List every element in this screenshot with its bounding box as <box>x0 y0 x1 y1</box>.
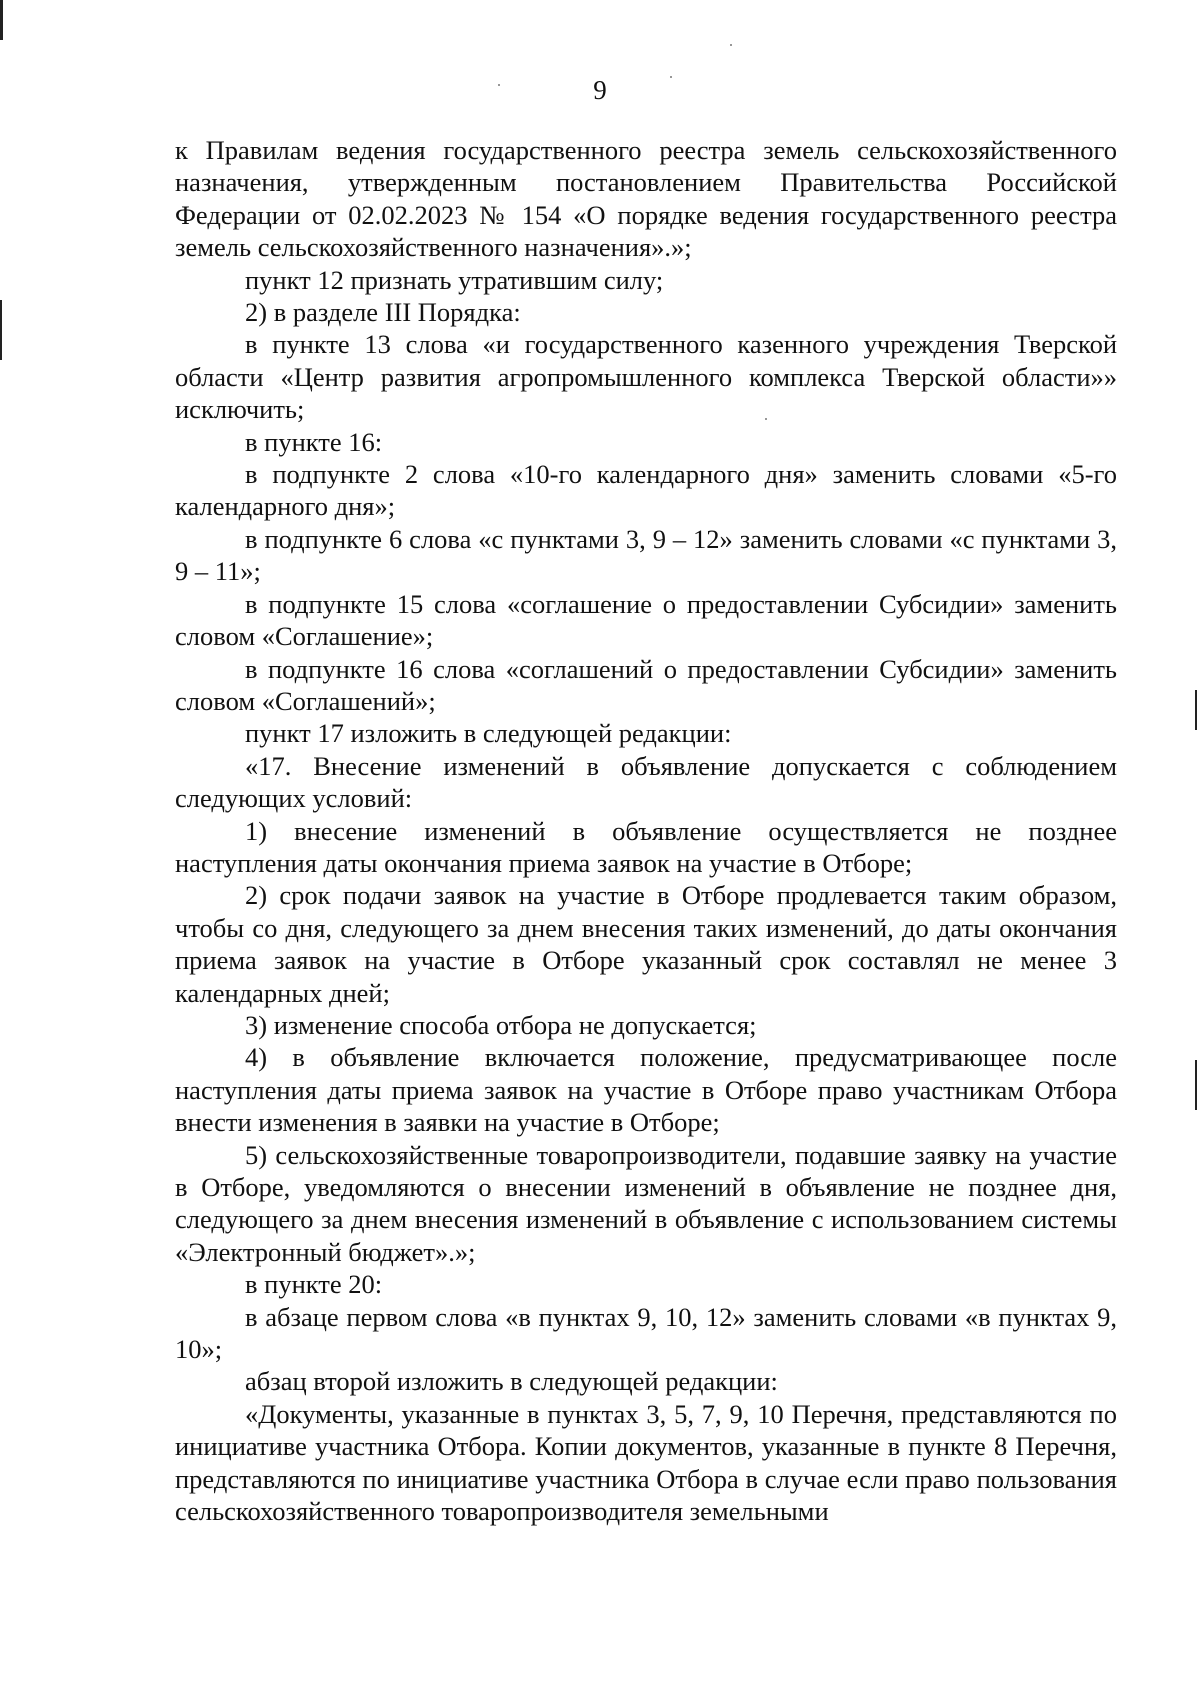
scan-edge-mark <box>1195 690 1197 730</box>
document-body <box>175 134 1117 1527</box>
paragraph: 2) срок подачи заявок на участие в Отборе продлевается таким образом, чтобы со дня, следующего за днем внесения таких изменений, до даты окончания приема заявок на участие в Отборе указанный срок составлял не менее 3 календарных дней; <box>175 880 1117 1008</box>
paragraph: 5) сельскохозяйственные товаропроизводители, подавшие заявку на участие в Отборе, уведомляются о внесении изменений в объявление не позднее дня, следующего за днем внесения изменений в объявление с использованием системы «Электронный бюджет».»; <box>175 1139 1117 1267</box>
paragraph: 1) внесение изменений в объявление осуществляется не позднее наступления даты окончания приема заявок на участие в Отборе; <box>175 815 1117 878</box>
paragraph: абзац второй изложить в следующей редакции: <box>245 1366 778 1397</box>
scan-dust <box>730 44 732 46</box>
paragraph: «Документы, указанные в пунктах 3, 5, 7, 9, 10 Перечня, представляются по инициативе участника Отбора. Копии документов, указанные в пункте 8 Перечня, представляются по инициативе участника Отбора в случае если право пользования сельскохозяйственного товаропроизводителя земельными <box>175 1398 1117 1527</box>
paragraph: в пункте 20: <box>245 1269 383 1300</box>
paragraph: 4) в объявление включается положение, предусматривающее после наступления даты приема заявок на участие в Отборе право участникам Отбора внести изменения в заявки на участие в Отборе; <box>175 1042 1117 1138</box>
page-number: 9 <box>593 75 607 105</box>
scan-edge-mark <box>0 300 2 360</box>
paragraph: к Правилам ведения государственного реестра земель сельскохозяйственного назначения, утвержденным постановлением Правительства Российской Федерации от 02.02.2023 № 154 «О порядке ведения государственного реестра земель сельскохозяйственного назначения».»; <box>175 135 1117 263</box>
paragraph: в подпункте 15 слова «соглашение о предоставлении Субсидии» заменить словом «Соглашение»; <box>175 588 1117 652</box>
scan-edge-mark <box>1195 1060 1197 1110</box>
paragraph: «17. Внесение изменений в объявление допускается с соблюдением следующих условий: <box>175 750 1117 814</box>
paragraph: 2) в разделе III Порядка: <box>245 297 521 328</box>
paragraph: пункт 12 признать утратившим силу; <box>245 264 664 295</box>
paragraph: в подпункте 16 слова «соглашений о предоставлении Субсидии» заменить словом «Соглашений»; <box>175 653 1117 716</box>
paragraph: в абзаце первом слова «в пунктах 9, 10, 12» заменить словами «в пунктах 9, 10»; <box>175 1301 1117 1365</box>
scan-edge-mark <box>0 0 3 40</box>
paragraph: в пункте 16: <box>245 426 383 457</box>
paragraph: в подпункте 6 слова «с пунктами 3, 9 – 12» заменить словами «с пунктами 3, 9 – 11»; <box>175 523 1117 587</box>
paragraph: в пункте 13 слова «и государственного казенного учреждения Тверской области «Центр развития агропромышленного комплекса Тверской области»» исключить; <box>175 329 1117 425</box>
paragraph: 3) изменение способа отбора не допускается; <box>245 1009 757 1040</box>
paragraph: в подпункте 2 слова «10-го календарного дня» заменить словами «5-го календарного дня»; <box>175 459 1117 522</box>
paragraph: пункт 17 изложить в следующей редакции: <box>245 718 732 749</box>
